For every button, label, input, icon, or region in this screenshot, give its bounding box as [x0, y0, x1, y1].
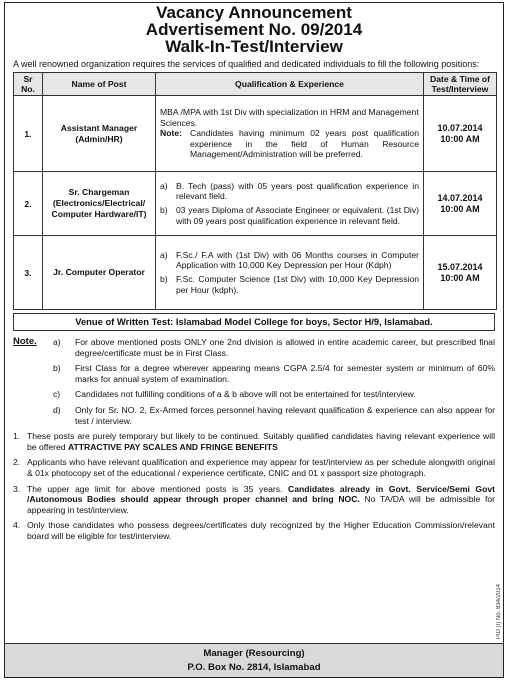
- qualification-cell: [156, 236, 424, 310]
- col-post: Name of Post: [43, 73, 156, 96]
- note-text: Candidates not fulfilling conditions of a & b above will not be entertained for test/interview.: [75, 389, 416, 400]
- condition-text: Only those candidates who possess degrees/certificates duly recognized by the Higher Education Commission/relevant board will be eligible for test/interview.: [27, 520, 495, 541]
- condition-item: [13, 520, 495, 541]
- condition-item: [13, 431, 495, 452]
- condition-text: The upper age limit for above mentioned posts is 35 years. Candidates already in Govt. Service/Semi Govt /Autonomous Bodies should appear through proper channel and bring NOC. No TA/DA will be admissible for appearing in test/interview.: [27, 483, 495, 515]
- item-mark: a): [160, 249, 168, 260]
- condition-number: 1.: [13, 431, 21, 442]
- item-text: B. Tech (pass) with 05 years post qualification experience in relevant field.: [176, 180, 419, 202]
- post-cell: Jr. Computer Operator: [43, 236, 156, 310]
- test-date: 10.07.2014: [437, 122, 483, 133]
- qualification-item: [160, 250, 419, 271]
- test-time: 10:00 AM: [440, 203, 480, 214]
- note-text: Candidates having minimum 02 years post qualification experience in the field of Human Resource Management/Administration will be preferred.: [190, 128, 419, 160]
- col-qualification: Qualification & Experience: [156, 73, 424, 96]
- item-mark: b): [160, 274, 168, 284]
- item-text: F.Sc. Computer Science (1st Div) with 10,000 Key Depression per Hour (kdph).: [176, 274, 419, 295]
- footer-address: P.O. Box No. 2814, Islamabad: [187, 662, 321, 673]
- qualification-item: [160, 274, 419, 295]
- item-mark: b): [160, 205, 168, 215]
- pid-number: PID (I) No. 834/2014: [496, 583, 502, 639]
- header-title: Vacancy Announcement: [156, 3, 352, 22]
- sr-cell: 3.: [14, 236, 43, 310]
- item-text: 03 years Diploma of Associate Engineer or equivalent. (1st Div) with 09 years post qualification experience in relevant field.: [176, 205, 419, 226]
- qualification-note: [160, 128, 419, 160]
- intro-text: A well renowned organization requires the services of qualified and dedicated individuals to fill the following positions:: [13, 59, 480, 69]
- item-mark: a): [160, 180, 168, 191]
- table-row: [14, 172, 497, 236]
- qualification-cell: [156, 96, 424, 172]
- note-mark: d): [53, 404, 61, 415]
- condition-item: [13, 484, 495, 516]
- advertisement-number: Advertisement No. 09/2014: [145, 20, 363, 39]
- date-cell: [424, 236, 497, 310]
- note-item: [13, 363, 495, 384]
- note-mark: c): [53, 389, 61, 400]
- post-cell: Assistant Manager (Admin/HR): [43, 96, 156, 172]
- col-sr: Sr No.: [14, 73, 43, 96]
- table-row: [14, 96, 497, 172]
- note-item: [13, 337, 495, 358]
- condition-number: 2.: [13, 457, 21, 468]
- note-text: First Class for a degree wherever appearing means CGPA 2.5/4 for semester system or minimum of 60% marks for annual system of examination.: [75, 363, 495, 384]
- sr-cell: 1.: [14, 96, 43, 172]
- condition-number: 3.: [13, 483, 21, 494]
- condition-text: Applicants who have relevant qualification and experience may appear for test/interview as per schedule alongwith original & 01x photocopy set of the educational / experience certificate, CNIC and 01 x passport size photograph.: [27, 457, 495, 478]
- test-date: 14.07.2014: [437, 192, 483, 203]
- item-text: F.Sc./ F.A with (1st Div) with 06 Months courses in Computer Application with 10,000 Key Depression per Hour (Kdph): [176, 249, 419, 271]
- notes-label: Note.: [13, 336, 37, 347]
- post-cell: Sr. Chargeman (Electronics/Electrical/ Computer Hardware/IT): [43, 172, 156, 236]
- test-time: 10:00 AM: [440, 272, 480, 283]
- note-text: For above mentioned posts ONLY one 2nd division is allowed in entire academic career, but prescribed final degree/certificate must be in First Class.: [75, 337, 495, 358]
- qualification-item: [160, 181, 419, 202]
- test-date: 15.07.2014: [437, 261, 483, 272]
- footer: [5, 643, 503, 677]
- footer-title: Manager (Resourcing): [203, 648, 305, 659]
- condition-text: These posts are purely temporary but likely to be continued. Suitably qualified candidates having relevant experience will be offered ATTRACTIVE PAY SCALES AND FRINGE BENEFITS: [27, 431, 495, 452]
- condition-number: 4.: [13, 520, 21, 531]
- header-subtitle: Walk-In-Test/Interview: [165, 37, 343, 56]
- note-item: [13, 405, 495, 426]
- note-mark: b): [53, 363, 61, 374]
- qualification-item: [160, 205, 419, 226]
- note-label: Note:: [160, 128, 182, 139]
- condition-item: [13, 457, 495, 478]
- notes-section: [13, 337, 495, 426]
- test-time: 10:00 AM: [440, 133, 480, 144]
- positions-table: [13, 72, 497, 310]
- date-cell: [424, 96, 497, 172]
- advertisement-page: [4, 2, 504, 678]
- col-date: Date & Time of Test/Interview: [424, 73, 497, 96]
- note-item: [13, 389, 495, 400]
- note-text: Only for Sr. NO. 2, Ex-Armed forces personnel having relevant qualification & experience can also appear for test / interview.: [75, 404, 495, 426]
- table-row: [14, 236, 497, 310]
- qualification-cell: [156, 172, 424, 236]
- note-mark: a): [53, 337, 61, 347]
- table-header-row: [14, 73, 497, 96]
- qualification-text: MBA /MPA with 1st Div with specialization in HRM and Management Sciences.: [160, 107, 419, 128]
- date-cell: [424, 172, 497, 236]
- test-venue: Venue of Written Test: Islamabad Model College for boys, Sector H/9, Islamabad.: [13, 313, 495, 331]
- sr-cell: 2.: [14, 172, 43, 236]
- header: [5, 4, 503, 55]
